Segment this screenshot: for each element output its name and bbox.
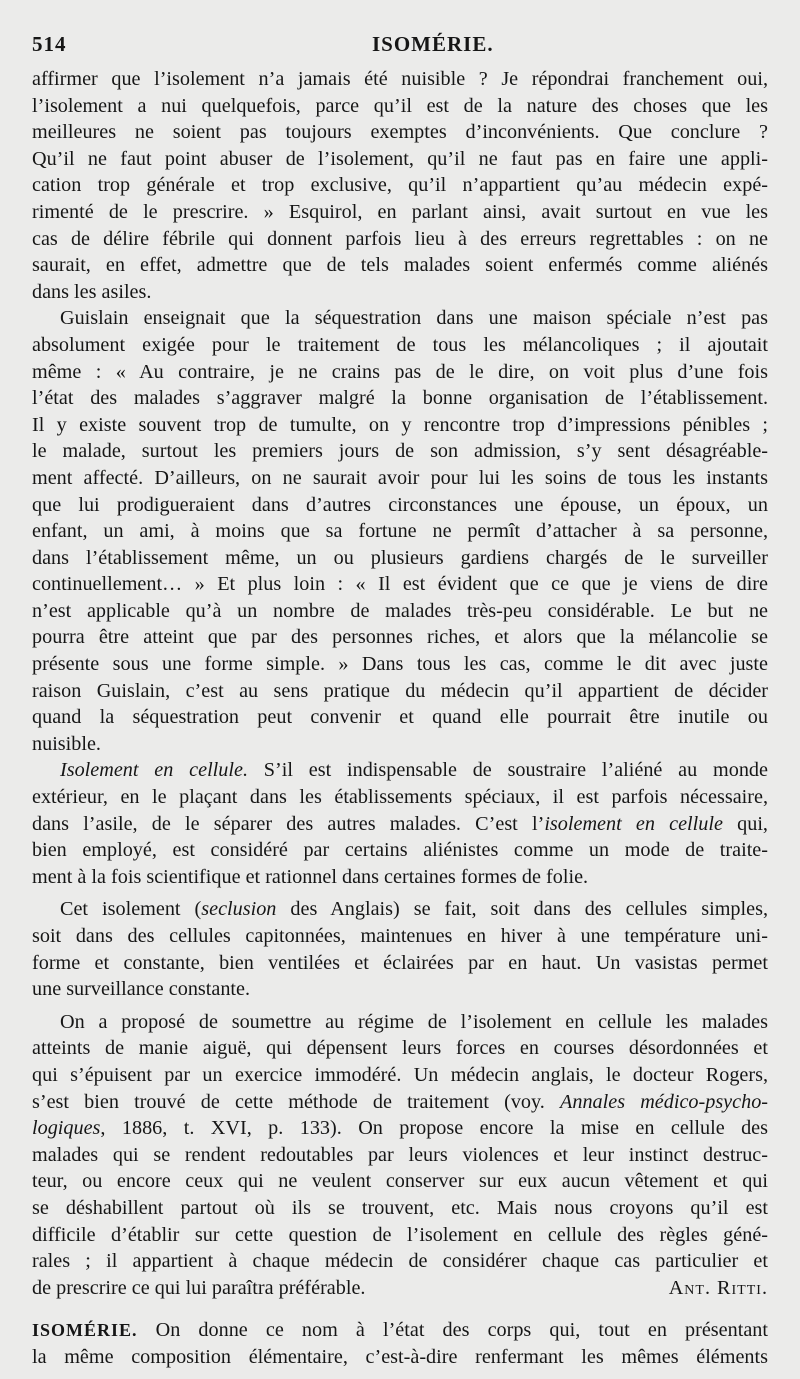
text-line: dans l’établissement même, un ou plusieurs gardiens chargés de le surveiller	[32, 546, 768, 569]
text-line: la même composition élémentaire, c’est-à-dire renfermant les mêmes éléments	[32, 1345, 768, 1368]
text-line: même : « Au contraire, je ne crains pas de le dire, on voit plus d’une fois	[32, 360, 768, 383]
text-line: bien employé, est considéré par certains aliénistes comme un mode de traite-	[32, 839, 768, 862]
running-title: ISOMÉRIE.	[372, 32, 494, 56]
text-line: cas de délire fébrile qui donnent parfois lieu à des erreurs regrettables : on ne	[32, 227, 768, 250]
text-line: affirmer que l’isolement n’a jamais été nuisible ? Je répondrai franchement oui,	[32, 68, 768, 90]
entry-headword: ISOMÉRIE.	[32, 1320, 138, 1341]
text-line: On a proposé de soumettre au régime de l’isolement en cellule les malades	[60, 1010, 768, 1033]
text-line: soit dans des cellules capitonnées, maintenues en hiver à une température uni-	[32, 925, 768, 947]
text-line: l’isolement a nui quelquefois, parce qu’il est de la nature des choses que les	[32, 94, 768, 117]
text-line: une surveillance constante.	[32, 978, 251, 1001]
text-line: Il y existe souvent trop de tumulte, on y rencontre trop d’impressions pénibles ;	[32, 413, 768, 436]
text-line: n’est applicable qu’à un nombre de malades très-peu considérable. Le but ne	[32, 599, 768, 622]
text-line: dans les asiles.	[32, 280, 152, 303]
text-line: pourra être atteint que par des personnes riches, et alors que la mélancolie se	[32, 626, 768, 649]
text-line: absolument exigée pour le traitement de tous les mélancoliques ; il ajoutait	[32, 333, 768, 356]
text-line: cation trop générale et trop exclusive, qu’il n’appartient qu’au médecin expé-	[32, 174, 768, 197]
text-line: Cet isolement (seclusion des Anglais) se fait, soit dans des cellules simples,	[60, 898, 768, 921]
text-line: de prescrire ce qui lui paraîtra préférable. Ant. Ritti.	[32, 1275, 768, 1302]
author-signature: Ant. Ritti.	[668, 1276, 768, 1299]
text-line: saurait, en effet, admettre que de tels malades soient enfermés comme aliénés	[32, 254, 768, 277]
text-line: rimenté de le prescrire. » Esquirol, en parlant ainsi, avait surtout en vue les	[32, 200, 768, 223]
text-line: Qu’il ne faut point abuser de l’isolement, qu’il ne faut pas en faire une appli-	[32, 147, 768, 170]
text-line: Guislain enseignait que la séquestration dans une maison spéciale n’est pas	[60, 307, 768, 330]
text-line: raison Guislain, c’est au sens pratique du médecin qu’il appartient de décider	[32, 679, 768, 702]
text-line: que lui prodigueraient dans d’autres circonstances une épouse, un époux, un	[32, 493, 768, 516]
text-line: s’est bien trouvé de cette méthode de traitement (voy. Annales médico-psycho-	[32, 1090, 769, 1113]
text-line: présente sous une forme simple. » Dans tous les cas, comme le dit avec juste	[32, 653, 768, 676]
text-line: Isolement en cellule. S’il est indispensable de soustraire l’aliéné au monde	[60, 759, 768, 782]
text-line: dans l’asile, de le séparer des autres malades. C’est l’isolement en cellule qui,	[32, 812, 768, 835]
section-heading: Isolement en cellule.	[60, 759, 248, 782]
article-text	[32, 66, 768, 1371]
text-line: forme et constante, bien ventilées et éclairées par en haut. Un vasistas permet	[32, 951, 768, 974]
text-line: nuisible.	[32, 732, 101, 755]
text-line: malades qui se rendent redoutables par leurs violences et leur instinct destruc-	[32, 1143, 768, 1166]
text-line: ment affecté. D’ailleurs, on ne saurait avoir pour lui les soins de tous les instants	[32, 466, 768, 489]
text-line: quand la séquestration peut convenir et quand elle pourrait être inutile ou	[32, 706, 768, 729]
text-line: continuellement… » Et plus loin : « Il est évident que ce que je viens de dire	[32, 573, 768, 596]
page-header	[32, 28, 768, 60]
text-line: logiques, 1886, t. XVI, p. 133). On propose encore la mise en cellule des	[32, 1117, 768, 1140]
text-line: l’état des malades s’aggraver malgré la bonne organisation de l’établissement.	[32, 387, 768, 410]
text-line: extérieur, en le plaçant dans les établissements spéciaux, il est parfois nécessaire,	[32, 786, 768, 809]
page-number: 514	[32, 32, 67, 56]
text-line: meilleures ne soient pas toujours exemptes d’inconvénients. Que conclure ?	[32, 121, 768, 144]
text-line: rales ; il appartient à chaque médecin de considérer chaque cas particulier et	[32, 1250, 768, 1273]
text-line: teur, ou encore ceux qui ne veulent conserver sur eux aucun vêtement et qui	[32, 1170, 768, 1193]
text-line: se déshabillent partout où ils se trouvent, etc. Mais nous croyons qu’il est	[32, 1196, 768, 1219]
text-line: enfant, un ami, à moins que sa fortune ne permît d’attacher à sa personne,	[32, 520, 768, 543]
text-line: qui s’épuisent par un exercice immodéré. Un médecin anglais, le docteur Rogers,	[32, 1063, 768, 1086]
entry-start-line: ISOMÉRIE. On donne ce nom à l’état des corps qui, tout en présentant	[32, 1319, 768, 1342]
text-line: difficile d’établir sur cette question de l’isolement en cellule des règles géné-	[32, 1223, 768, 1246]
text-line: le malade, surtout les premiers jours de son admission, s’y sent désagréable-	[32, 440, 768, 463]
text-line: ment à la fois scientifique et rationnel dans certaines formes de folie.	[32, 865, 589, 888]
text-line: atteints de manie aiguë, qui dépensent leurs forces en courses désordonnées et	[32, 1037, 768, 1060]
